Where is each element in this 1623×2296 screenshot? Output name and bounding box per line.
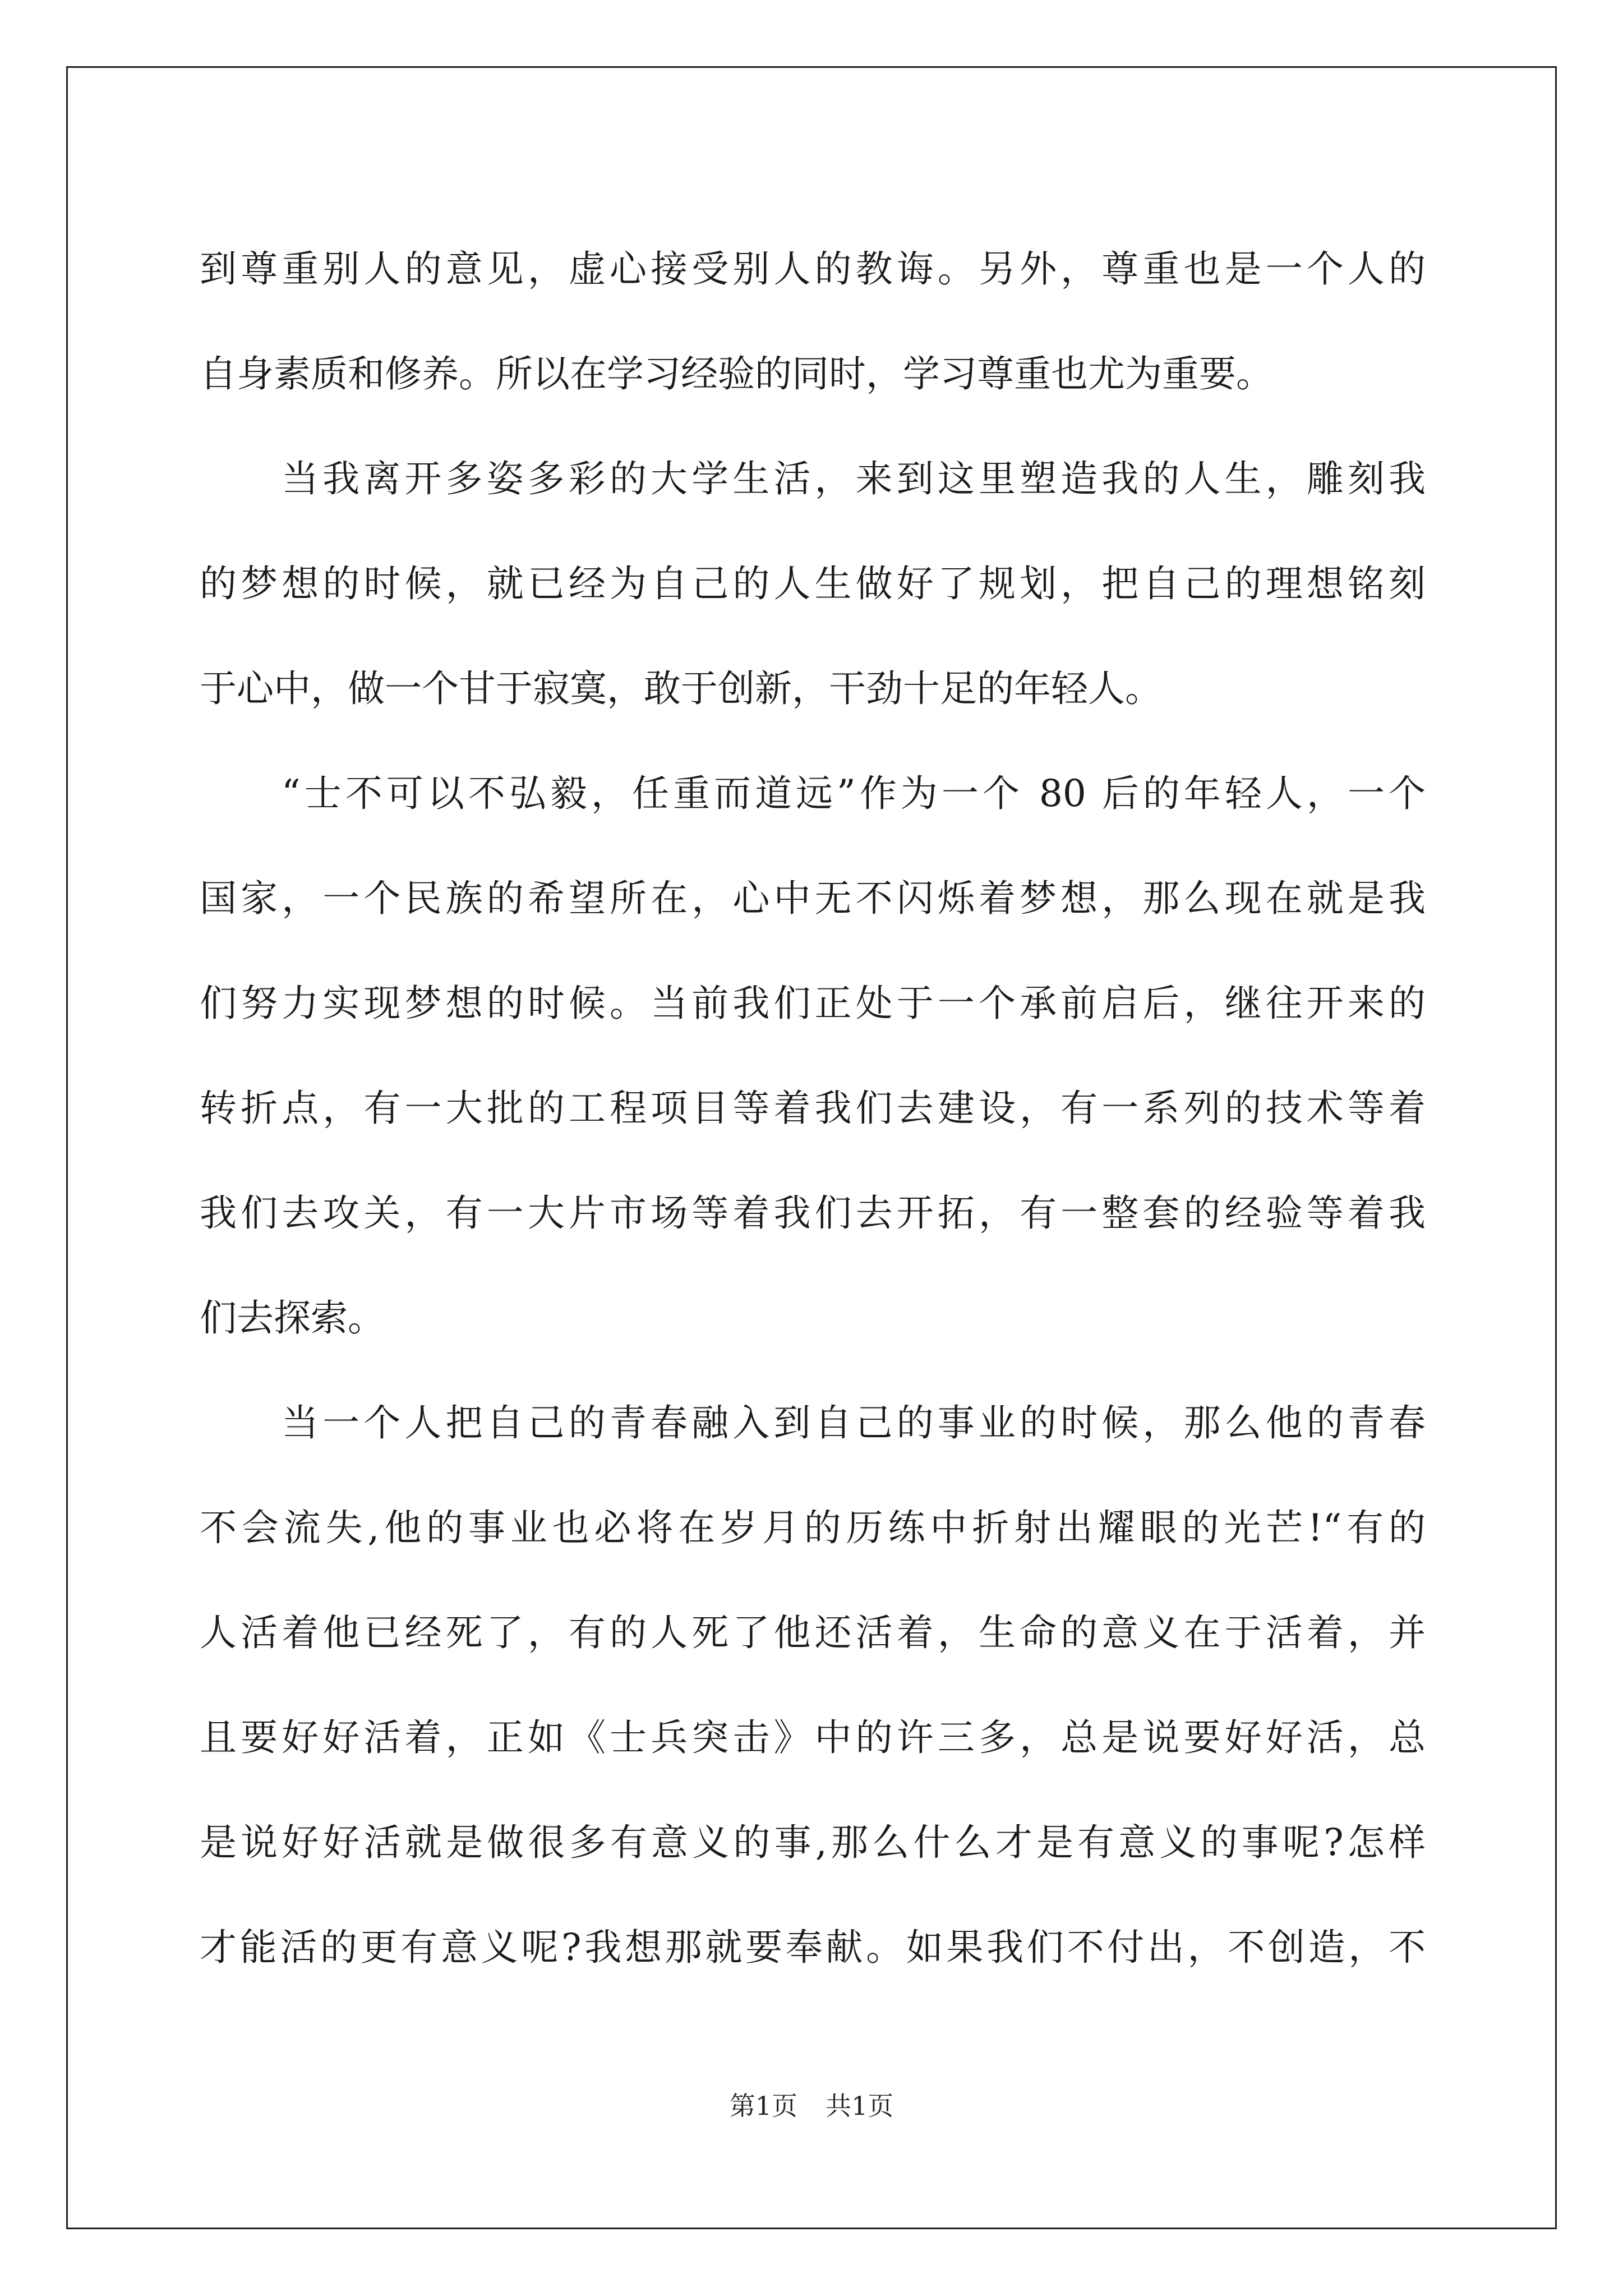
text-line: 不会流失,他的事业也必将在岁月的历练中折射出耀眼的光芒!“有的	[200, 1506, 1426, 1549]
text-line: 才能活的更有意义呢?我想那就要奉献。如果我们不付出，不创造，不	[200, 1926, 1426, 1969]
page-total: 共1页	[826, 2091, 894, 2121]
text-line: 到尊重别人的意见，虚心接受别人的教诲。另外，尊重也是一个人的	[200, 247, 1426, 291]
text-line: 于心中，做一个甘于寂寞，敢于创新，干劲十足的年轻人。	[200, 667, 1162, 710]
text-line: 们努力实现梦想的时候。当前我们正处于一个承前启后，继往开来的	[200, 982, 1426, 1025]
text-line: 转折点，有一大批的工程项目等着我们去建设，有一系列的技术等着	[200, 1087, 1426, 1130]
text-line: 是说好好活就是做很多有意义的事,那么什么才是有意义的事呢?怎样	[200, 1821, 1426, 1864]
text-line: 的梦想的时候，就已经为自己的人生做好了规划，把自己的理想铭刻	[200, 562, 1426, 605]
text-line: 且要好好活着，正如《士兵突击》中的许三多，总是说要好好活，总	[200, 1716, 1426, 1759]
text-line: 人活着他已经死了，有的人死了他还活着，生命的意义在于活着，并	[200, 1611, 1426, 1654]
page-footer	[0, 2089, 1623, 2123]
text-line: 国家，一个民族的希望所在，心中无不闪烁着梦想，那么现在就是我	[200, 877, 1426, 920]
document-body	[200, 217, 1426, 2000]
text-line: 当我离开多姿多彩的大学生活，来到这里塑造我的人生，雕刻我	[282, 457, 1426, 500]
page-number: 第1页	[729, 2091, 797, 2121]
text-line: 们去探索。	[200, 1296, 385, 1340]
text-line: 自身素质和修养。所以在学习经验的同时，学习尊重也尤为重要。	[200, 352, 1273, 395]
text-line: 当一个人把自己的青春融入到自己的事业的时候，那么他的青春	[282, 1401, 1426, 1444]
text-line: “士不可以不弘毅，任重而道远”作为一个 80 后的年轻人，一个	[282, 772, 1426, 815]
text-line: 我们去攻关，有一大片市场等着我们去开拓，有一整套的经验等着我	[200, 1191, 1426, 1235]
